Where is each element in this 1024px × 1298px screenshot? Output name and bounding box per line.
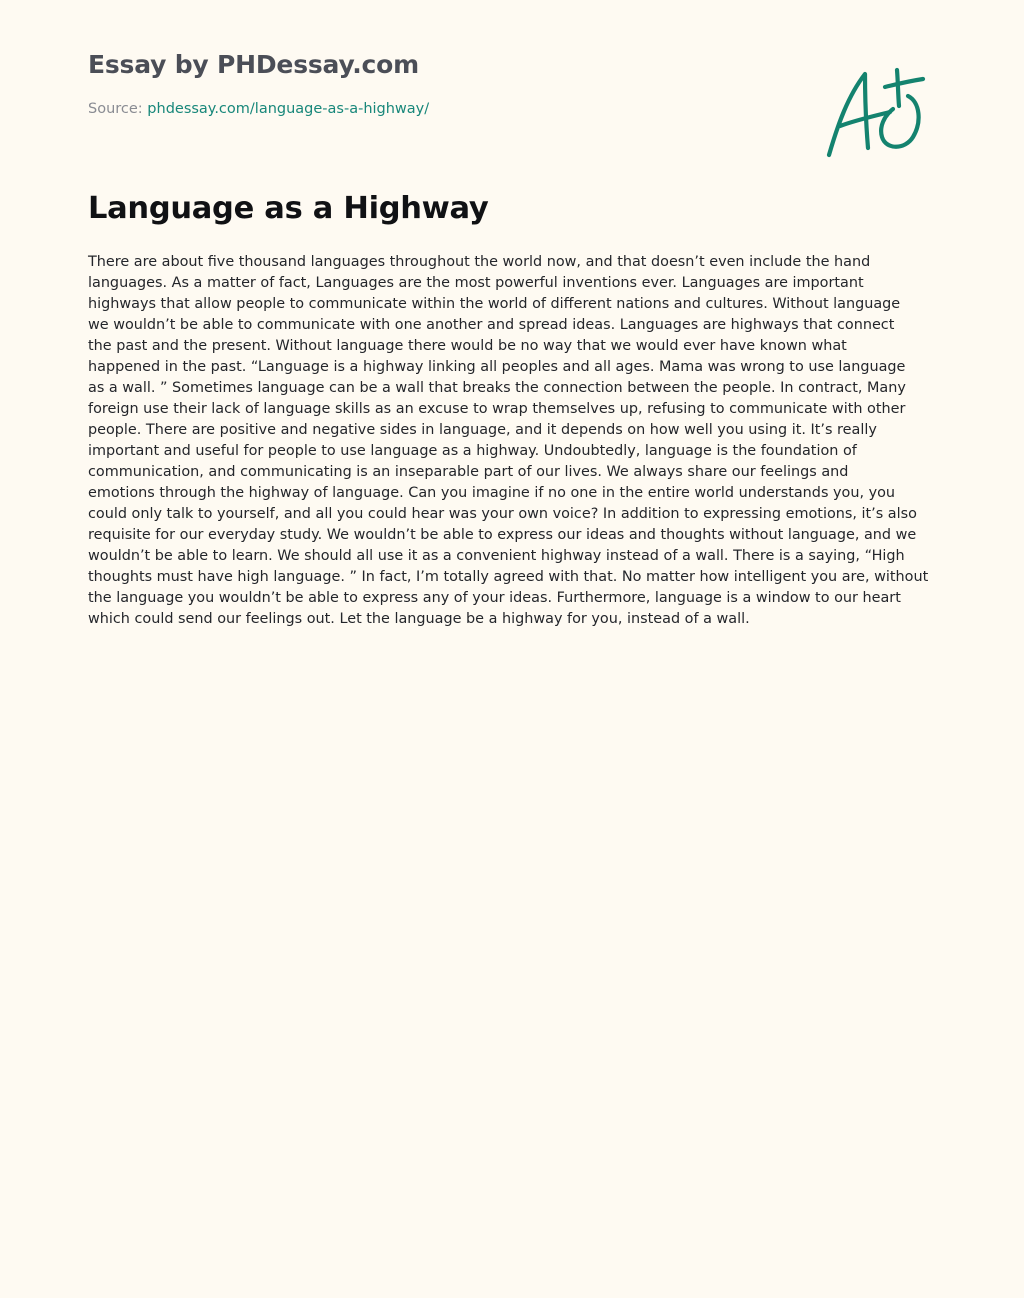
essay-line: we wouldn’t be able to communicate with one another and spread ideas. Languages are highways that connect: [88, 317, 895, 333]
essay-line: foreign use their lack of language skills as an excuse to wrap themselves up, refusing to communicate with other: [88, 401, 906, 417]
essay-line: the language you wouldn’t be able to express any of your ideas. Furthermore, language is a window to our heart: [88, 590, 901, 606]
essay-line: thoughts must have high language. ” In fact, I’m totally agreed with that. No matter how intelligent you are, without: [88, 569, 929, 585]
a-plus-grade-icon: [822, 62, 932, 162]
essay-title: Language as a Highway: [88, 191, 489, 226]
essay-line: as a wall. ” Sometimes language can be a wall that breaks the connection between the people. In contract, Many: [88, 380, 906, 396]
source-label: Source:: [88, 101, 143, 117]
site-title: Essay by PHDessay.com: [88, 50, 419, 79]
essay-line: communication, and communicating is an inseparable part of our lives. We always share our feelings and: [88, 464, 849, 480]
essay-line: requisite for our everyday study. We wouldn’t be able to express our ideas and thoughts without language, and we: [88, 527, 917, 543]
essay-body: [88, 252, 940, 630]
essay-line: the past and the present. Without language there would be no way that we would ever have known what: [88, 338, 847, 354]
essay-line: which could send our feelings out. Let the language be a highway for you, instead of a wall.: [88, 611, 750, 627]
essay-line: happened in the past. “Language is a highway linking all peoples and all ages. Mama was wrong to use language: [88, 359, 906, 375]
essay-line: highways that allow people to communicate within the world of different nations and cultures. Without language: [88, 296, 901, 312]
essay-line: There are about five thousand languages throughout the world now, and that doesn’t even include the hand: [88, 254, 871, 270]
essay-line: languages. As a matter of fact, Languages are the most powerful inventions ever. Languages are important: [88, 275, 864, 291]
source-link[interactable]: phdessay.com/language-as-a-highway/: [147, 101, 430, 117]
essay-line: wouldn’t be able to learn. We should all use it as a convenient highway instead of a wall. There is a saying, “High: [88, 548, 905, 564]
essay-line: could only talk to yourself, and all you could hear was your own voice? In addition to expressing emotions, it’s also: [88, 506, 917, 522]
essay-line: important and useful for people to use language as a highway. Undoubtedly, language is the foundation of: [88, 443, 857, 459]
essay-line: people. There are positive and negative sides in language, and it depends on how well you using it. It’s really: [88, 422, 877, 438]
source-line: [88, 101, 429, 117]
essay-line: emotions through the highway of language. Can you imagine if no one in the entire world understands you, you: [88, 485, 896, 501]
